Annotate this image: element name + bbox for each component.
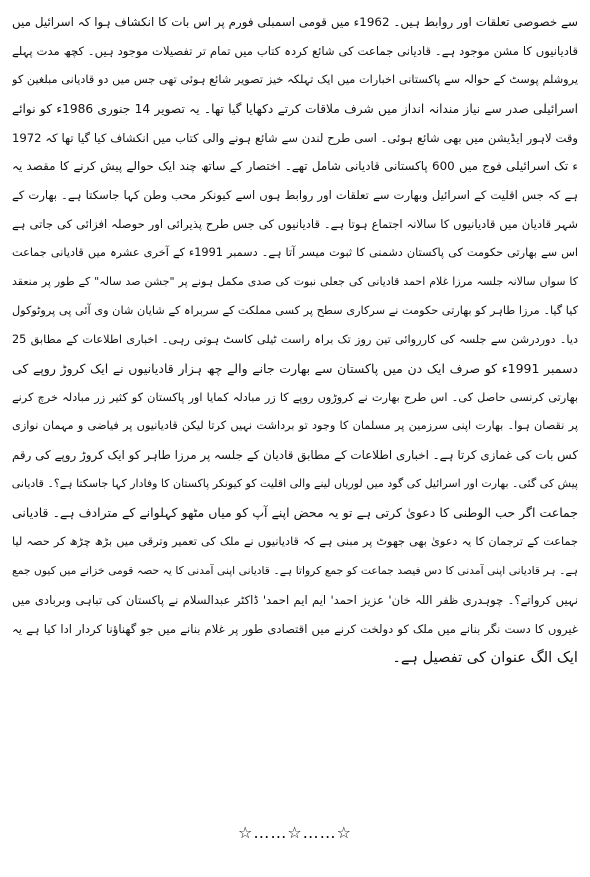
article-body <box>12 8 578 672</box>
text-line-last: ایک الگ عنوان کی تفصیل ہے۔ <box>392 648 578 666</box>
text-line: اسرائیلی صدر سے نیاز مندانہ انداز میں شرف ملاقات کرتے دکھایا گیا تھا۔ یہ تصویر 14 جنوری 1986ء کو نوائے <box>12 101 578 116</box>
text-line: دیا۔ دوردرشن سے جلسہ کی کارروائی تین روز تک براہ راست ٹیلی کاسٹ ہوتی رہی۔ اخباری اطلاعات کے مطابق 25 <box>12 332 578 346</box>
text-line: پیش کی گئی۔ بھارت اور اسرائیل کی گود میں لوریاں لینے والی اقلیت کو کیونکر پاکستان کا وفادار کہا جاسکتا ہے؟۔ قادیانی <box>12 477 578 491</box>
text-line: دسمبر 1991ء کو صرف ایک دن میں پاکستان سے بھارت جانے والے چھ ہزار قادیانیوں نے ایک کروڑ روپے کی <box>12 360 578 376</box>
text-line: شہر قادیان میں قادیانیوں کا سالانہ اجتماع ہوتا ہے۔ قادیانیوں کی جس طرح پذیرائی اور حوصلہ افزائی کی جاتی ہے <box>12 217 578 232</box>
text-line: کا سواں سالانہ جلسہ مرزا غلام احمد قادیانی کی جعلی نبوت کی صدی مکمل ہونے پر "جشن صد سالہ" کے طور پر منعقد <box>12 275 578 289</box>
text-line: یروشلم پوسٹ کے حوالہ سے پاکستانی اخبارات میں ایک تہلکہ خیز تصویر شائع ہوئی تھی جس میں دو قادیانی مبلغین کو <box>12 72 578 86</box>
text-line: اس سے بھارتی حکومت کی پاکستان دشمنی کا ثبوت میسر آتا ہے۔ دسمبر 1991ء کے آخری عشرہ میں قادیانی جماعت <box>12 246 578 260</box>
section-separator: ☆……☆……☆ <box>237 823 353 842</box>
text-line: جماعت کے ترجمان کا یہ دعویٰ بھی جھوٹ پر مبنی ہے کہ قادیانیوں نے ملک کی تعمیر وترقی میں بڑھ چڑھ کر حصہ لیا <box>12 535 578 549</box>
text-line: کیا گیا۔ مرزا طاہر کو بھارتی حکومت نے سرکاری سطح پر کسی مملکت کے سربراہ کے شایان شان وی آئی پی پروٹوکول <box>12 303 578 317</box>
text-line: ء تک اسرائیلی فوج میں 600 پاکستانی قادیانی شامل تھے۔ اختصار کے ساتھ چند ایک حوالے پیش کرنے کا مقصد یہ <box>12 159 578 174</box>
text-line: کس بات کی غمازی کرتا ہے۔ اخباری اطلاعات کے مطابق قادیان کے جلسہ پر مرزا طاہر کو ایک کروڑ روپے کی رقم <box>12 448 578 463</box>
text-line: وقت لاہور ایڈیشن میں بھی شائع ہوئی۔ اسی طرح لندن سے شائع ہونے والی کتاب میں انکشاف کیا گیا تھا کہ 1972 <box>12 130 578 145</box>
text-line: غیروں کا دست نگر بنانے میں ملک کو دولخت کرنے میں اقتصادی طور پر غلام بنانے میں جو گھناؤنا کردار ادا کیا ہے یہ <box>12 621 578 636</box>
text-line: قادیانیوں کا مشن موجود ہے۔ قادیانی جماعت کی شائع کردہ کتاب میں تمام تر تفصیلات موجود ہیں۔ کچھ مدت پہلے <box>12 43 578 58</box>
text-line: ہے کہ جس اقلیت کے اسرائیل وبھارت سے تعلقات اور روابط ہوں اسے کیونکر محب وطن کہا جاسکتا ہے۔ بھارت کے <box>12 188 578 203</box>
text-line: بھارتی کرنسی حاصل کی۔ اس طرح بھارت نے کروڑوں روپے کا زر مبادلہ کمایا اور پاکستان کو کثیر زر مبادلہ خرچ کرنے <box>12 390 578 404</box>
text-line: نہیں کرواتے؟۔ چوہدری ظفر اللہ خان' عزیز احمد' ایم ایم احمد' ڈاکٹر عبدالسلام نے پاکستان کی تباہی وبربادی میں <box>12 592 578 607</box>
text-line: سے خصوصی تعلقات اور روابط ہیں۔ 1962ء میں قومی اسمبلی فورم پر اس بات کا انکشاف ہوا کہ اسرائیل میں <box>12 15 578 29</box>
text-line: جماعت اگر حب الوطنی کا دعویٰ کرتی ہے تو یہ محض اپنے آپ کو میاں مٹھو کہلوانے کے مترادف ہے۔ قادیانی <box>12 505 578 521</box>
text-line: ہے۔ ہر قادیانی اپنی آمدنی کا دس فیصد جماعت کو جمع کرواتا ہے۔ قادیانی اپنی آمدنی کا یہ حصہ قومی خزانے میں کیوں جمع <box>12 563 578 577</box>
text-line: پر نقصان ہوا۔ بھارت اپنی سرزمین پر مسلمان کا وجود تو برداشت نہیں کرتا لیکن قادیانیوں پر فیاضی و مہمان نوازی <box>12 419 578 433</box>
